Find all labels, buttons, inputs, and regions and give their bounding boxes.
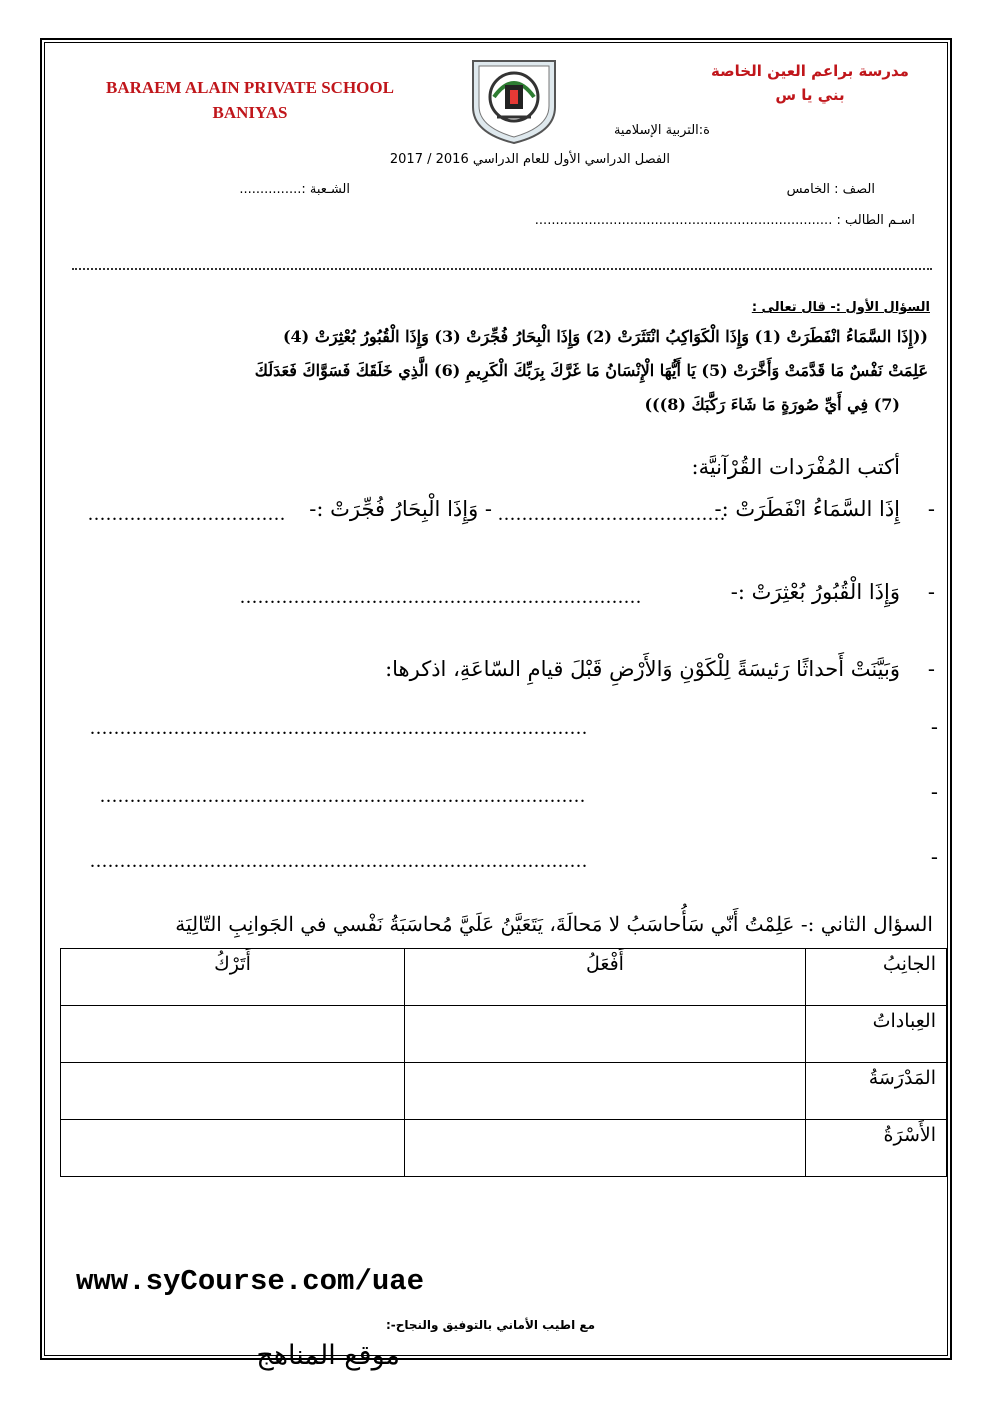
question1-heading: السؤال الأول :- قال تعالى :: [751, 300, 930, 315]
verse-line-1: ((إِذَا السَّمَاءُ انْفَطَرَتْ (1) وَإِذَا الْكَوَاكِبُ انْتَثَرَتْ (2) وَإِذَا الْبِحَارُ فُجِّرَتْ (3) وَإِذَا الْقُبُورُ بُعْثِرَتْ (4): [282, 327, 928, 346]
row-label-worship: العِباداتُ: [806, 1006, 947, 1063]
vocab-answer-1[interactable]: ......................................: [498, 503, 726, 525]
table-row: [61, 1006, 947, 1063]
vocab-answer-3[interactable]: ...................................................................: [240, 586, 642, 608]
closing-wishes: مع اطيب الأماني بالتوفيق والنجاح-:: [385, 1318, 595, 1332]
school-crest-logo: [467, 55, 561, 145]
col-header-aspect: الجانِبُ: [806, 949, 947, 1006]
table-row: [61, 1063, 947, 1120]
bullet-item1: -: [927, 497, 935, 521]
verse-line-2: عَلِمَتْ نَفْسٌ مَا قَدَّمَتْ وَأَخَّرَتْ (5) يَا أَيُّهَا الْإِنْسَانُ مَا غَرَّكَ بِرَبِّكَ الْكَرِيمِ (6) الَّذِي خَلَقَكَ فَسَوَّاكَ فَعَدَلَكَ: [254, 361, 928, 380]
answer-bullet-3: -: [930, 845, 938, 869]
school-city-en: BANIYAS: [212, 103, 288, 122]
bullet-item3: -: [927, 580, 935, 604]
grade-label: الصف : الخامس: [786, 182, 875, 197]
cell-leave-school[interactable]: [61, 1063, 405, 1120]
answer-bullet-1: -: [930, 715, 938, 739]
events-question: وَبَيَّنَتْ أَحداثًا رَئيسَةً لِلْكَوْنِ وَالأَرْضِ قَبْلَ قيامِ السّاعَةِ، اذكرها:: [385, 657, 900, 681]
school-city-ar: بني يا س: [775, 86, 845, 104]
col-header-leave: أَتَرْكُ: [61, 949, 405, 1006]
answer-bullet-2: -: [930, 780, 938, 804]
verse-line-3: (7) فِي أَيِّ صُورَةٍ مَا شَاءَ رَكَّبَكَ (8))): [644, 395, 900, 414]
events-answer-3[interactable]: ...................................................................................: [90, 850, 588, 872]
vocab-answer-2[interactable]: .................................: [88, 503, 286, 525]
term-label: الفصل الدراسي الأول للعام الدراسي 2016 / 2017: [389, 152, 670, 167]
cell-do-school[interactable]: [405, 1063, 806, 1120]
cell-leave-worship[interactable]: [61, 1006, 405, 1063]
self-assessment-table: [60, 948, 947, 1177]
student-name-field[interactable]: اسـم الطالب : ........................................................................: [534, 213, 915, 228]
table-row: [61, 1120, 947, 1177]
header-divider: [72, 268, 932, 270]
instruction-text: أكتب المُفْرَدات القُرْآنيَّة:: [691, 455, 900, 479]
vocab-item-3: وَإِذَا الْقُبُورُ بُعْثِرَتْ :-: [730, 580, 900, 604]
bullet-item4: -: [927, 657, 935, 681]
school-name-ar: مدرسة براعم العين الخاصة: [711, 62, 909, 80]
vocab-item-2: - وَإِذَا الْبِحَارُ فُجِّرَتْ :-: [309, 497, 492, 521]
question2-heading: السؤال الثاني :- عَلِمْتُ أَنّي سَأُحاسَبُ لا مَحالَةَ، يَتَعَيَّنُ عَلَيَّ مُحاسَبَةُ نَفْسي في الجَوانِبِ التّالِيَة: [175, 912, 933, 936]
row-label-family: الأَسْرَةُ: [806, 1120, 947, 1177]
cell-leave-family[interactable]: [61, 1120, 405, 1177]
cell-do-worship[interactable]: [405, 1006, 806, 1063]
events-answer-1[interactable]: ...................................................................................: [90, 717, 588, 739]
vocab-item-1: إِذَا السَّمَاءُ انْفَطَرَتْ :-: [714, 497, 900, 521]
watermark-text: موقع المناهج: [256, 1340, 400, 1371]
cell-do-family[interactable]: [405, 1120, 806, 1177]
subject-label: ة:التربية الإسلامية: [613, 123, 710, 138]
table-header-row: [61, 949, 947, 1006]
row-label-school: المَدْرَسَةُ: [806, 1063, 947, 1120]
section-label: الشـعبة :...............: [239, 182, 350, 197]
col-header-do: أَفْعَلُ: [405, 949, 806, 1006]
events-answer-2[interactable]: .................................................................................: [100, 785, 586, 807]
website-link[interactable]: www.syCourse.com/uae: [76, 1265, 425, 1298]
school-name-en: BARAEM ALAIN PRIVATE SCHOOL: [106, 78, 394, 97]
